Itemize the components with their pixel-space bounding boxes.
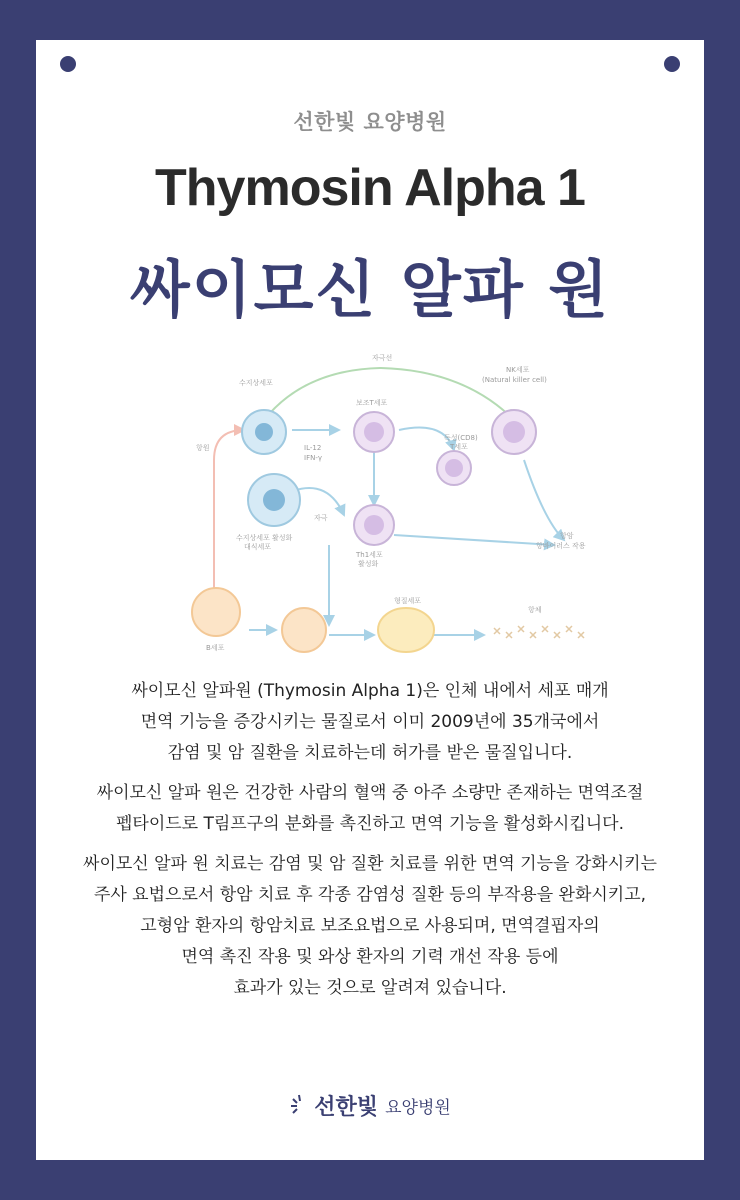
plasma-cell (378, 608, 434, 652)
label-nk: NK세포 (506, 366, 530, 374)
label-b-cell: B세포 (206, 644, 225, 652)
label-antigen: 항원 (196, 444, 210, 452)
pin-dot-right (664, 56, 680, 72)
antibodies (494, 626, 584, 638)
label-nk-en: (Natural killer cell) (482, 376, 547, 384)
text-line: 펩타이드로 T림프구의 분화를 촉진하고 면역 기능을 활성화시킵니다. (115, 814, 625, 834)
text-line: 주사 요법으로서 항암 치료 후 각종 감염성 질환 등의 부작용을 완화시키고, (93, 885, 647, 905)
text-line: 면역 기능을 증강시키는 물질로서 이미 2009년에 35개국에서 (140, 712, 600, 732)
label-activated-dc: 수지상세포 활성화 (236, 534, 293, 542)
label-th1-2: 활성화 (358, 560, 379, 568)
label-cytotoxic: 독성(CD8) (444, 434, 478, 442)
pin-dot-left (60, 56, 76, 72)
label-cytokines-2: IFN-γ (304, 454, 322, 462)
text-line: 감염 및 암 질환을 치료하는데 허가를 받은 물질입니다. (167, 743, 573, 763)
logo-sub: 요양병원 (385, 1098, 451, 1118)
label-antiviral: 항암 (560, 532, 574, 540)
label-dendritic: 수지상세포 (239, 379, 273, 387)
text-line: 싸이모신 알파 원 치료는 감염 및 암 질환 치료를 위한 면역 기능을 강화시키는 (83, 854, 657, 874)
label-antiviral-2: 항바이러스 작용 (536, 542, 586, 550)
text-line: 싸이모신 알파원 (Thymosin Alpha 1)은 인체 내에서 세포 매개 (131, 681, 609, 701)
label-activated-dc-2: 대식세포 (244, 543, 272, 551)
b-cell (192, 588, 240, 636)
title-korean: 싸이모신 알파 원 (129, 253, 611, 326)
paragraph-3 (36, 849, 704, 1004)
text-line: 고형암 환자의 항암치료 보조요법으로 사용되며, 면역결핍자의 (140, 916, 600, 936)
label-helper-t: 보조T세포 (356, 399, 388, 407)
paragraph-1 (36, 676, 704, 769)
text-line: 싸이모신 알파 원은 건강한 사람의 혈액 중 아주 소량만 존재하는 면역조절 (96, 783, 644, 803)
text-line: 면역 촉진 작용 및 와상 환자의 기력 개선 작용 등에 (181, 947, 559, 967)
title-english: Thymosin Alpha 1 (155, 159, 585, 217)
footer-logo (36, 1090, 704, 1121)
logo-name: 선한빛 (314, 1095, 379, 1120)
label-stimulus-top: 자극선 (372, 354, 393, 362)
immune-cell-diagram (144, 350, 604, 652)
description (36, 676, 704, 1013)
label-th1: Th1세포 (356, 551, 383, 559)
label-cytotoxic-2: T세포 (450, 443, 468, 451)
label-stimulus: 자극 (314, 514, 328, 522)
label-cytokines-1: IL-12 (304, 444, 322, 452)
content-card (36, 40, 704, 1160)
paragraph-2 (36, 778, 704, 840)
brand-name: 선한빛 요양병원 (293, 110, 447, 134)
activated-b-cell (282, 608, 326, 652)
text-line: 효과가 있는 것으로 알려져 있습니다. (233, 978, 507, 998)
label-plasma: 형질세포 (394, 597, 422, 605)
label-antibody: 항체 (528, 606, 542, 614)
logo-rays-icon (289, 1091, 309, 1121)
